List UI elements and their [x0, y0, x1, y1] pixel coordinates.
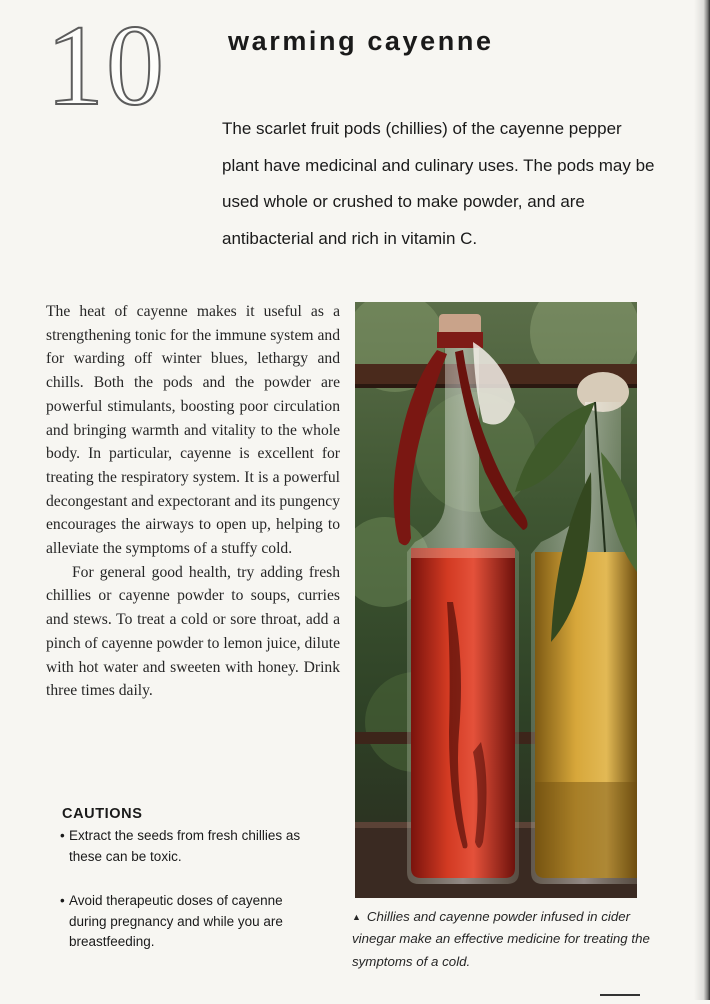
page-gutter-shadow — [694, 0, 710, 1000]
intro-paragraph: The scarlet fruit pods (chillies) of the cayenne pepper plant have medicinal and culinary uses. The pods may be used whole or crushed to make powder, and are antibacterial and rich in vitamin C. — [222, 119, 655, 248]
page-number: 10 — [46, 2, 166, 130]
body-paragraph: For general good health, try adding fresh chillies or cayenne powder to soups, curries and stews. To treat a cold or sore throat, add a pinch of cayenne powder to lemon juice, dilute with hot water and sweeten with honey. Drink three times daily. — [46, 563, 340, 700]
cautions-heading: CAUTIONS — [62, 806, 143, 822]
page-title: warming cayenne — [228, 26, 494, 56]
cautions-list — [60, 826, 320, 977]
caution-item: • Avoid therapeutic doses of cayenne during pregnancy and while you are breastfeeding. — [60, 891, 320, 953]
caption-text: Chillies and cayenne powder infused in cider vinegar make an effective medicine for treating the symptoms of a cold. — [352, 909, 650, 969]
body-text — [46, 300, 340, 703]
folio-mark — [600, 994, 640, 1004]
caption-arrow-icon: ▲ — [352, 912, 361, 922]
photo-caption — [352, 906, 652, 973]
caution-item: • Extract the seeds from fresh chillies as these can be toxic. — [60, 826, 320, 867]
body-paragraph: The heat of cayenne makes it useful as a strengthening tonic for the immune system and for warding off winter blues, lethargy and chills. Both the pods and the powder are powerful stimulants, boosting poor circulation and bringing warmth and vitality to the whole body. In particular, cayenne is excellent for treating the respiratory system. It is a powerful decongestant and expectorant and its pungency encourages the airways to open up, helping to alleviate the symptoms of a stuffy cold. — [46, 303, 341, 558]
photo-chilli-vinegar-bottles — [355, 302, 637, 898]
